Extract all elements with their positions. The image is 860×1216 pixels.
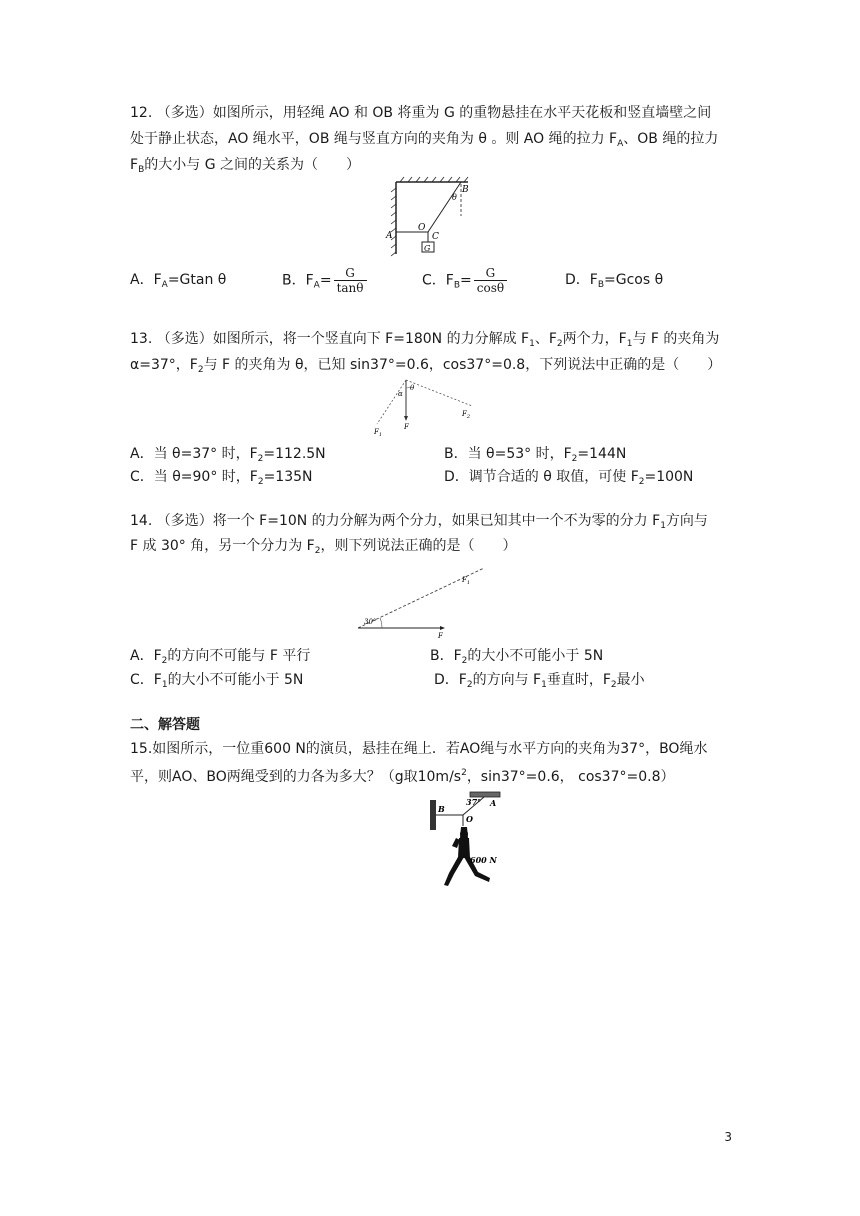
q12-option-c[interactable]: C．$F_B=$ $\frac{G}{\cos\theta}$ bbox=[422, 266, 507, 296]
q12-line-1: 12. （多选）如图所示，用轻绳 AO 和 OB 将重为 G 的重物悬挂在水平天花板和竖直墙壁之间 bbox=[130, 105, 712, 121]
q12-option-c-fraction: $\frac{G}{\cos\theta}$ bbox=[474, 266, 507, 295]
q15-figure bbox=[424, 788, 528, 890]
q13-label-alpha: α bbox=[398, 390, 403, 398]
q12-label-o: O bbox=[418, 223, 426, 233]
q12-option-b[interactable]: B．$F_A=$ $\frac{G}{\tan\theta}$ bbox=[282, 266, 367, 296]
q13-line-1: 13. （多选）如图所示，将一个竖直向下 F=180N 的力分解成 $F_1$、$F_2$两个力，$F_1$与 F 的夹角为 bbox=[130, 331, 720, 349]
q13-label-f1: $F_1$ bbox=[374, 428, 383, 438]
q14-option-d[interactable]: D．$F_2$的方向与 $F_1$垂直时，$F_2$最小 bbox=[434, 672, 645, 690]
q13-label-f: F bbox=[404, 423, 409, 431]
q12-option-d[interactable]: D．$F_B=Gcos$ θ bbox=[565, 272, 664, 290]
q14-figure bbox=[352, 562, 492, 640]
q14-label-f1: $F_1$ bbox=[462, 576, 471, 586]
q13-line-2: α=37°，$F_2$与 F 的夹角为 θ，已知 sin37°=0.6，cos37°=0.8，下列说法中正确的是（ ） bbox=[130, 357, 722, 375]
q12-label-b: B bbox=[462, 185, 469, 195]
q12-option-a[interactable]: A．$F_A=Gtan$ θ bbox=[130, 272, 227, 290]
q15-line-1: 15.如图所示，一位重600 N的演员，悬挂在绳上．若AO绳与水平方向的夹角为37°，BO绳水 bbox=[130, 741, 708, 757]
q13-option-d[interactable]: D．调节合适的 θ 取值，可使 $F_2=100N$ bbox=[444, 469, 694, 487]
q12-figure bbox=[380, 176, 490, 260]
q14-option-c[interactable]: C．$F_1$的大小不可能小于 5N bbox=[130, 672, 304, 690]
q12-label-a: A bbox=[386, 231, 393, 241]
q12-line-2: 处于静止状态，AO 绳水平，OB 绳与竖直方向的夹角为 θ 。则 AO 绳的拉力 $F_A$、OB 绳的拉力 bbox=[130, 131, 719, 149]
q12-label-theta: θ bbox=[452, 193, 457, 202]
q13-option-b[interactable]: B．当 θ=53° 时，$F_2=144N$ bbox=[444, 446, 627, 464]
q15-line-2: 平，则AO、BO两绳受到的力各为多大？（g取$10m/s^2$，sin37°=0.6， cos37°=0.8） bbox=[130, 768, 675, 785]
q14-label-f: F bbox=[438, 632, 443, 640]
q15-label-angle: 37° bbox=[466, 797, 482, 807]
q13-label-f2: $F_2$ bbox=[462, 410, 471, 420]
q14-option-b[interactable]: B．$F_2$的大小不可能小于 5N bbox=[430, 648, 604, 666]
q13-figure bbox=[368, 376, 486, 438]
q12-line-3: $F_B$的大小与 G 之间的关系为（ ） bbox=[130, 157, 360, 175]
q13-option-c[interactable]: C．当 θ=90° 时，$F_2=135N$ bbox=[130, 469, 313, 487]
section-title: 二、解答题 bbox=[130, 717, 200, 733]
q15-label-a: A bbox=[490, 798, 497, 808]
q14-line-1: 14. （多选）将一个 F=10N 的力分解为两个分力，如果已知其中一个不为零的分力 $F_1$方向与 bbox=[130, 513, 708, 531]
q12-label-g: G bbox=[424, 244, 431, 253]
page-number: 3 bbox=[724, 1130, 732, 1144]
q13-label-theta: θ bbox=[410, 384, 415, 392]
q14-option-a[interactable]: A．$F_2$的方向不可能与 F 平行 bbox=[130, 648, 311, 666]
q12-label-c: C bbox=[432, 232, 439, 242]
q14-line-2: F 成 30° 角，另一个分力为 $F_2$，则下列说法正确的是（ ） bbox=[130, 538, 517, 556]
q12-option-b-fraction: $\frac{G}{\tan\theta}$ bbox=[334, 266, 367, 295]
q13-option-a[interactable]: A．当 θ=37° 时，$F_2=112.5N$ bbox=[130, 446, 326, 464]
q15-label-weight: 600 N bbox=[470, 855, 497, 865]
q15-label-b: B bbox=[438, 804, 445, 814]
q15-label-o: O bbox=[466, 814, 473, 824]
q14-label-angle: 30° bbox=[364, 618, 377, 626]
